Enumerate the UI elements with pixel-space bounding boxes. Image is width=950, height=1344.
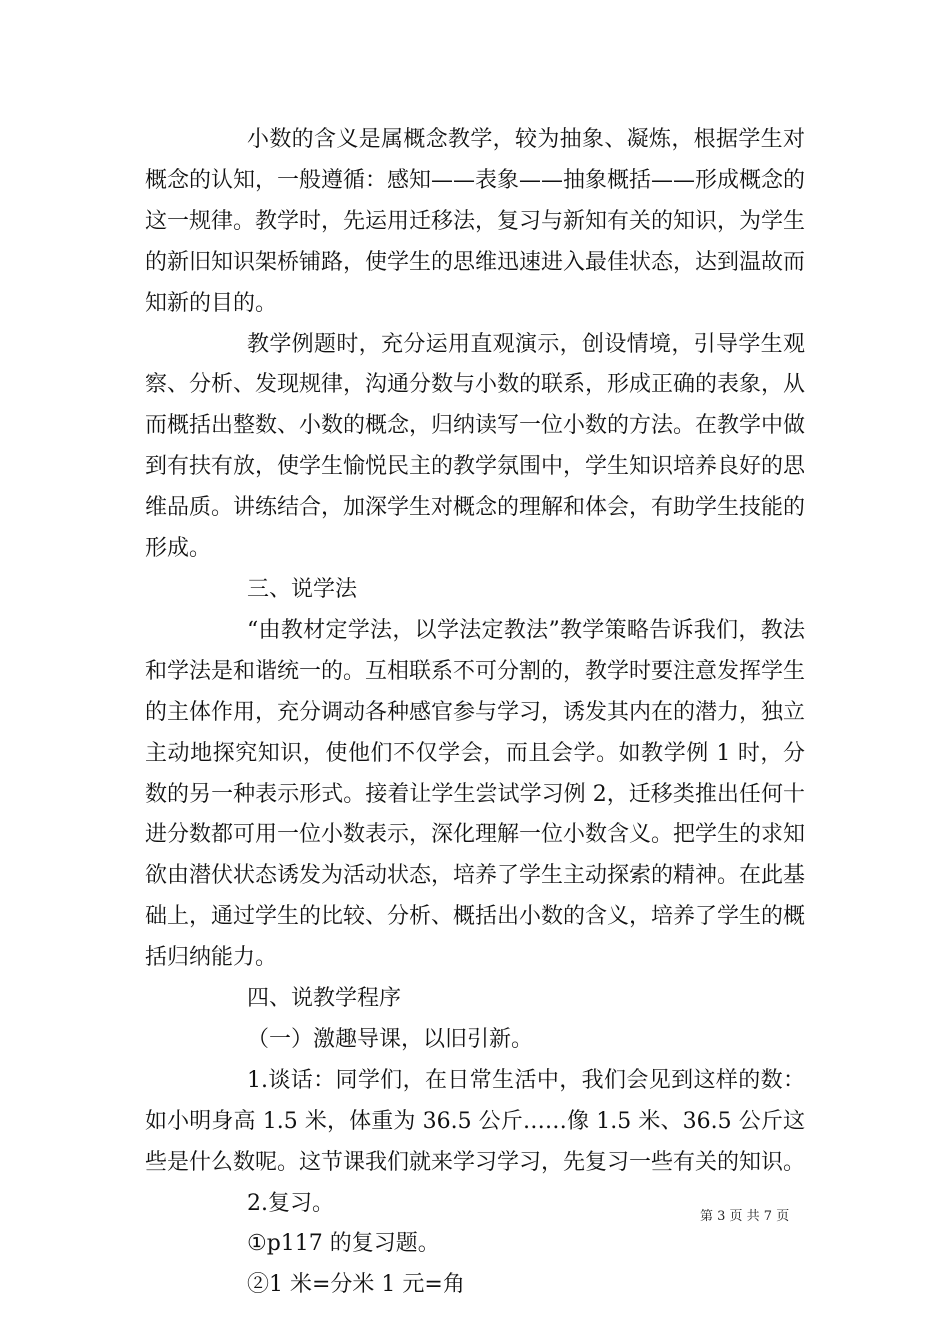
paragraph-learning-method: “由教材定学法，以学法定教法”教学策略告诉我们，教法和学法是和谐统一的。互相联系不可分割的，教学时要注意发挥学生的主体作用，充分调动各种感官参与学习，诱发其内在的潜力，独立主动地探究知识，使他们不仅学会，而且会学。如教学例 1 时，分数的另一种表示形式。接着让学生尝试学习例 2，迁移类推出任何十进分数都可用一位小数表示，深化理解一位小数含义。把学生的求知欲由潜伏状态诱发为活动状态，培养了学生主动探索的精神。在此基础上，通过学生的比较、分析、概括出小数的含义，培养了学生的概括归纳能力。 xyxy=(145,617,806,971)
paragraph-concept-intro: 小数的含义是属概念教学，较为抽象、凝炼，根据学生对概念的认知，一般遵循：感知——表象——抽象概括——形成概念的这一规律。教学时，先运用迁移法，复习与新知有关的知识，为学生的新旧知识架桥铺路，使学生的思维迅速进入最佳状态，达到温故而知新的目的。 xyxy=(145,127,806,316)
section-heading-learning-method: 三、说学法 xyxy=(247,576,358,602)
section-heading-teaching-procedure: 四、说教学程序 xyxy=(247,986,402,1012)
page-number-footer: 第 3 页 共 7 页 xyxy=(700,1209,790,1224)
list-item-review: 2.复习。 xyxy=(247,1190,334,1216)
subheading-intro-lesson: （一）激趣导课，以旧引新。 xyxy=(247,1026,534,1052)
paragraph-example-teaching: 教学例题时，充分运用直观演示，创设情境，引导学生观察、分析、发现规律，沟通分数与小数的联系，形成正确的表象，从而概括出整数、小数的概念，归纳读写一位小数的方法。在教学中做到有扶有放，使学生愉悦民主的教学氛围中，学生知识培养良好的思维品质。讲练结合，加深学生对概念的理解和体会，有助学生技能的形成。 xyxy=(145,331,806,562)
list-item-unit-conversion: ②1 米=分米 1 元=角 xyxy=(247,1272,465,1298)
document-body xyxy=(145,120,805,1306)
list-item-review-questions: ①p117 的复习题。 xyxy=(247,1231,440,1257)
paragraph-conversation: 1.谈话：同学们，在日常生活中，我们会见到这样的数：如小明身高 1.5 米，体重为 36.5 公斤……像 1.5 米、36.5 公斤这些是什么数呢。这节课我们就来学习学习，先复习一些有关的知识。 xyxy=(145,1067,806,1175)
